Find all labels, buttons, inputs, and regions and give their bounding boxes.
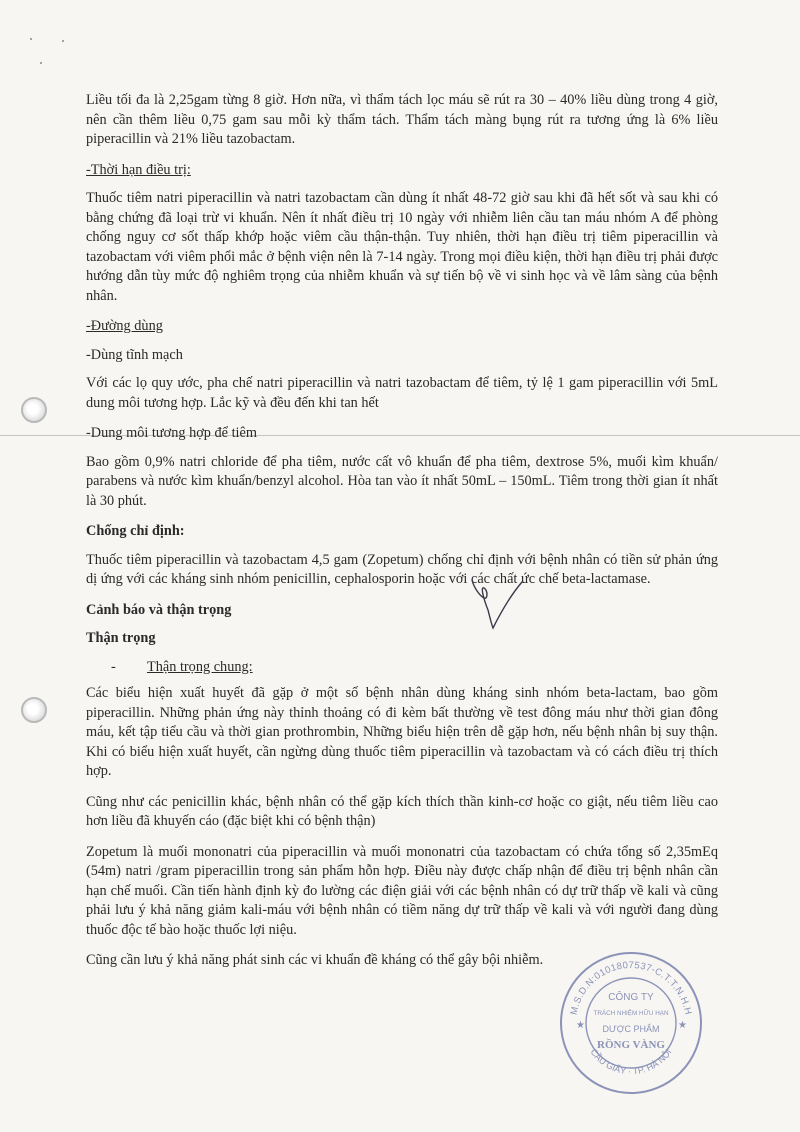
paragraph-bleeding: Các biểu hiện xuất huyết đã gặp ở một số bệnh nhân dùng kháng sinh nhóm beta-lactam, bao gồm piperacillin. Những phản ứng này thỉnh thoảng có đi kèm bất thường về test đông máu như thời gian đông máu, kết tập tiểu cầu và thời gian prothrombin, Những biểu hiện trên dễ gặp hơn, nếu bệnh nhân bị suy thận. Khi có biểu hiện xuất huyết, cần ngừng dùng thuốc tiêm piperacillin và tazobactam và có cách điều trị thích hợp. [86, 685, 718, 779]
paragraph-treatment-duration: Thuốc tiêm natri piperacillin và natri tazobactam cần dùng ít nhất 48-72 giờ sau khi đã hết sốt và sau khi có bằng chứng đã loại trừ vi khuẩn. Nên ít nhất điều trị 10 ngày với nhiễm liên cầu tan máu nhóm A để phòng chống nguy cơ sốt thấp khớp hoặc viêm cầu thận-thận. Tuy nhiên, thời hạn điều trị tiêm piperacillin và tazobactam với viêm phổi mắc ở bệnh viện nên là 7-14 ngày. Trong mọi điều kiện, thời hạn điều trị phải được hướng dẫn tùy mức độ nghiêm trọng của nhiễm khuẩn và sự tiến bộ về vi sinh học và về lâm sàng của bệnh nhân. [86, 190, 718, 304]
heading-contraindications: Chống chỉ định: [86, 523, 185, 539]
heading-compatible-solvents: -Dung môi tương hợp để tiêm [86, 425, 257, 441]
paper-speck [40, 62, 42, 64]
stamp-ring-text: M.S.D.N:0101807537-C.T.T.N.H.H [568, 960, 694, 1016]
paragraph-contraindications: Thuốc tiêm piperacillin và tazobactam 4,5 gam (Zopetum) chống chỉ định với bệnh nhân có tiền sử phản ứng dị ứng với các kháng sinh nhóm penicillin, cephalosporin hoặc với các chất ức chế beta-lactamase. [86, 551, 718, 587]
paragraph-preparation: Với các lọ quy ước, pha chế natri piperacillin và natri tazobactam để tiêm, tỷ lệ 1 gam piperacillin với 5mL dung môi tương hợp. Lắc kỹ và đều đến khi tan hết [86, 375, 718, 411]
stamp-line-3: DƯỢC PHẨM [602, 1024, 660, 1034]
heading-caution: Thận trọng [86, 630, 156, 646]
paper-speck [30, 38, 32, 40]
punch-hole [21, 697, 47, 723]
stamp-line-4: RỒNG VÀNG [597, 1039, 665, 1051]
heading-treatment-duration: -Thời hạn điều trị: [86, 161, 191, 178]
paragraph-solvents: Bao gồm 0,9% natri chloride để pha tiêm, nước cất vô khuẩn để pha tiêm, dextrose 5%, muối kìm khuẩn/ parabens và nước kìm khuẩn/benzyl alcohol. Hòa tan vào ít nhất 50mL – 150mL. Tiêm trong thời gian ít nhất là 30 phút. [86, 453, 718, 509]
stamp-line-2: TRÁCH NHIỆM HỮU HẠN [593, 1010, 669, 1017]
stamp-bottom-text: CẦU GIẤY · TP. HÀ NỘI [588, 1046, 674, 1077]
heading-warnings: Cảnh báo và thận trọng [86, 601, 232, 618]
svg-text:CẦU GIẤY · TP. HÀ NỘI [589, 1047, 674, 1076]
punch-hole [21, 397, 47, 423]
paper-speck [62, 40, 64, 42]
svg-text:★: ★ [576, 1020, 585, 1031]
bullet-dash: - [111, 658, 116, 675]
company-stamp [556, 950, 706, 1096]
bullet-label: Thận trọng chung: [147, 658, 253, 675]
handwritten-signature [466, 574, 526, 630]
bullet-general-caution [86, 658, 718, 678]
paragraph-max-dose: Liều tối đa là 2,25gam từng 8 giờ. Hơn nữa, vì thẩm tách lọc máu sẽ rút ra 30 – 40% liều dùng trong 4 giờ, nên cần thêm liều 0,75 gam sau mỗi kỳ thẩm tách. Thẩm tách màng bụng rút ra tương ứng là 6% liều piperacillin và 21% liều tazobactam. [86, 92, 718, 147]
paragraph-sodium: Zopetum là muối mononatri của piperacillin và muối mononatri của tazobactam có chứa tổng số 2,35mEq (54m) natri /gram piperacillin trong sản phẩm hỗn hợp. Điều này được chấp nhận để điều trị bệnh nhân cần hạn chế muối. Cần tiến hành định kỳ đo lường các điện giải với các bệnh nhân có dự trữ thấp về kali và cũng phải lưu ý khả năng giảm kali-máu với bệnh nhân có tiềm năng dự trữ thấp về kali và với người đang dùng thuốc độc tế bào hoặc thuốc lợi niệu. [86, 843, 718, 938]
stamp-line-1: CÔNG TY [608, 992, 654, 1003]
svg-text:★: ★ [678, 1020, 687, 1031]
heading-route: -Đường dùng [86, 318, 163, 334]
document-body [86, 91, 718, 982]
paragraph-neuromuscular: Cũng như các penicillin khác, bệnh nhân có thể gặp kích thích thần kinh-cơ hoặc co giật, nếu tiêm liều cao hơn liều đã khuyến cáo (đặc biệt khi có bệnh thận) [86, 793, 718, 829]
paragraph-superinfection: Cũng cần lưu ý khả năng phát sinh các vi khuẩn đề kháng có thể gây bội nhiễm. [86, 952, 544, 968]
heading-intravenous: -Dùng tĩnh mạch [86, 346, 183, 363]
